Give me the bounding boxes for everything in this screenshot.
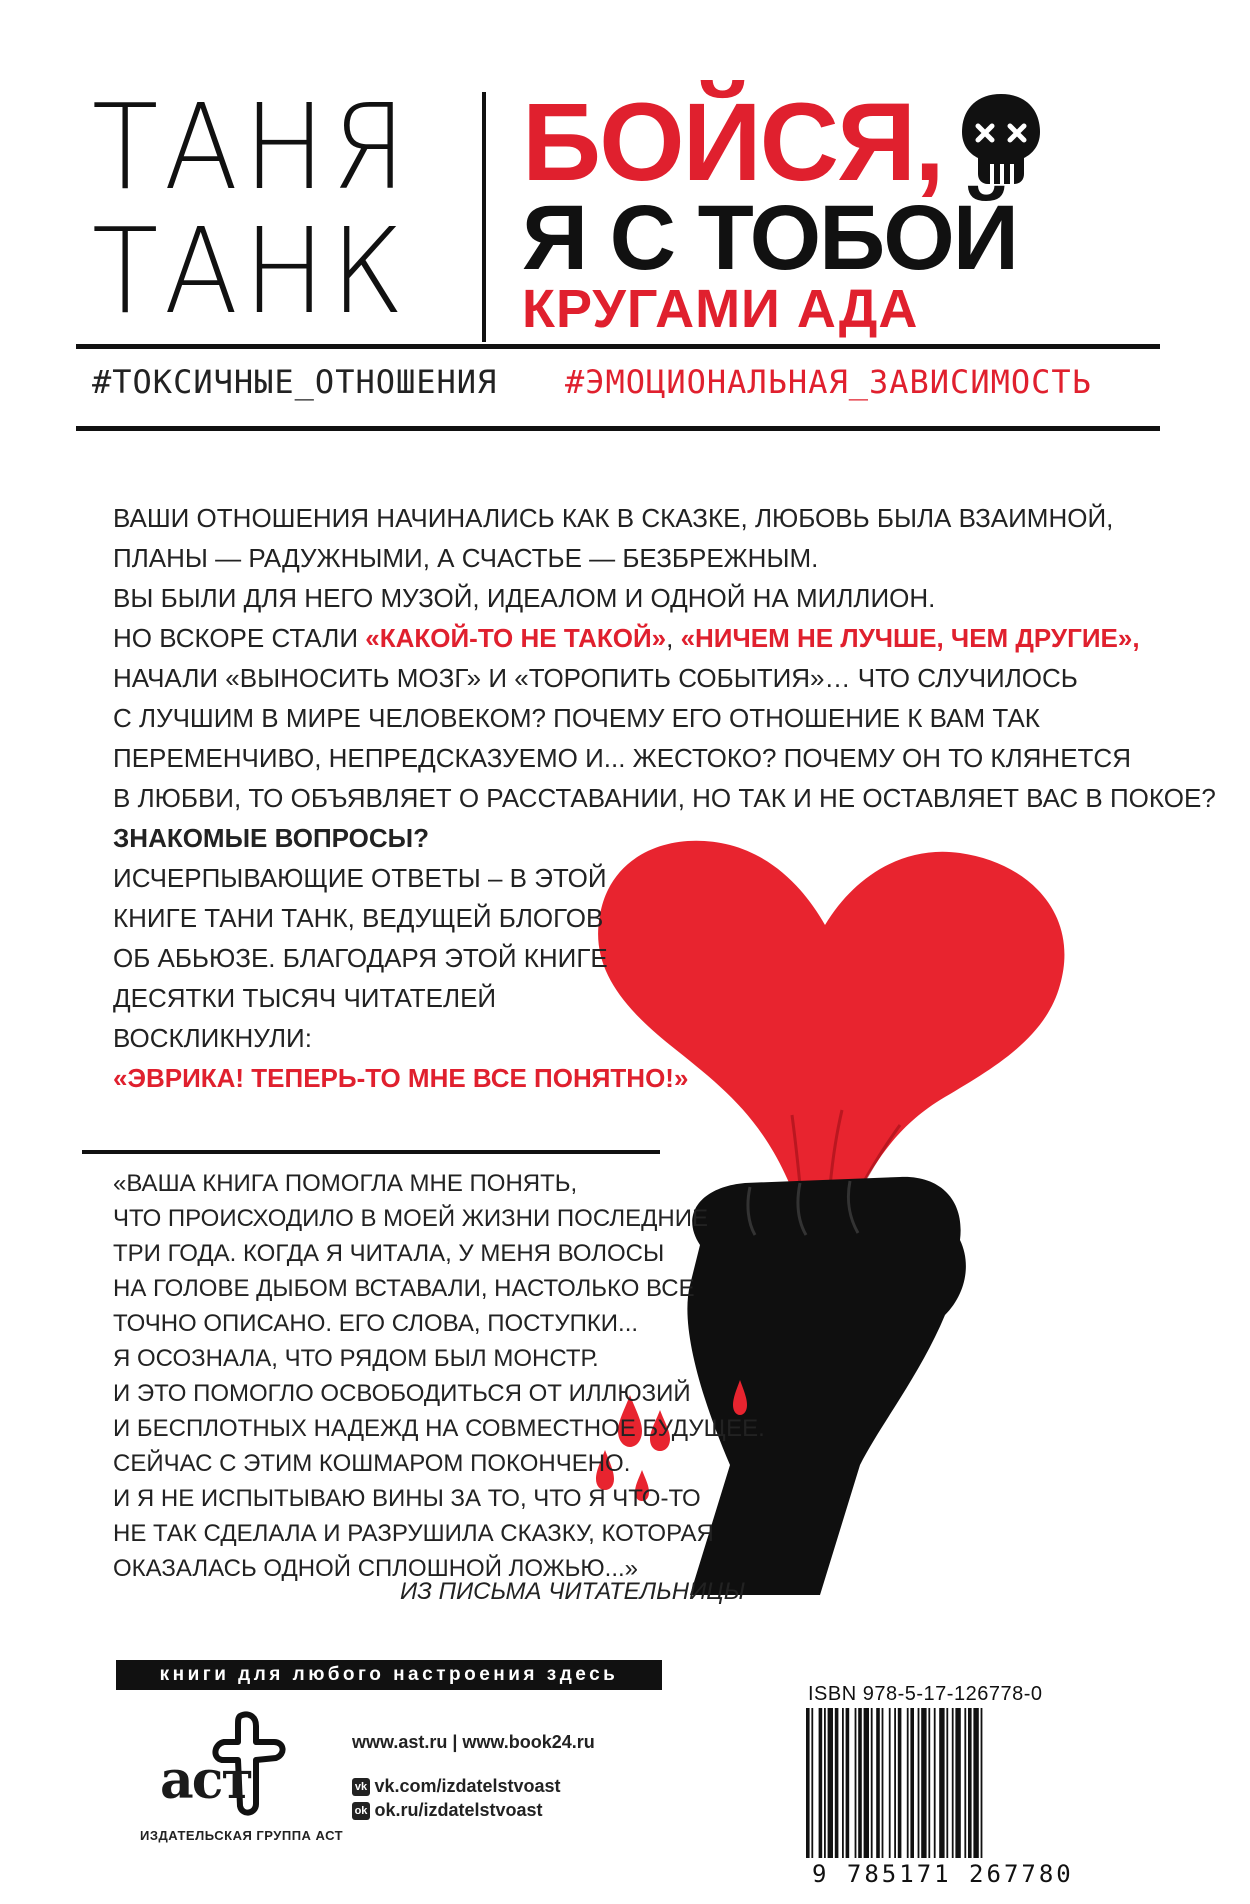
barcode-bar (939, 1708, 944, 1858)
highlight-phrase: «НИЧЕМ НЕ ЛУЧШЕ, ЧЕМ ДРУГИЕ» (680, 623, 1133, 653)
quote-line: ОКАЗАЛАСЬ ОДНОЙ СПЛОШНОЙ ЛОЖЬЮ...» (113, 1555, 639, 1582)
quote-line: НЕ ТАК СДЕЛАЛА И РАЗРУШИЛА СКАЗКУ, КОТОРАЯ (113, 1520, 714, 1547)
description-line: ВОСКЛИКНУЛИ: (113, 1023, 312, 1053)
author-first-name: ТАНЯ (92, 78, 412, 216)
description-line: КНИГЕ ТАНИ ТАНК, ВЕДУЩЕЙ БЛОГОВ (113, 903, 604, 933)
barcode-bar (882, 1708, 884, 1858)
barcode-bar (894, 1708, 896, 1858)
header-rule-top (76, 344, 1160, 349)
barcode-bar (889, 1708, 891, 1858)
quote-line: ТРИ ГОДА. КОГДА Я ЧИТАЛА, У МЕНЯ ВОЛОСЫ (113, 1240, 665, 1267)
barcode-bar (858, 1708, 862, 1858)
ok-icon: ok (352, 1802, 370, 1820)
quote-line: ЧТО ПРОИСХОДИЛО В МОЕЙ ЖИЗНИ ПОСЛЕДНИЕ (113, 1205, 708, 1232)
description-line: ДЕСЯТКИ ТЫСЯЧ ЧИТАТЕЛЕЙ (113, 983, 497, 1013)
isbn-number: ISBN 978-5-17-126778-0 (808, 1683, 1043, 1705)
title-line-2: Я С ТОБОЙ (522, 187, 1017, 289)
ast-logo (160, 1708, 290, 1828)
description-text: НО ВСКОРЕ СТАЛИ (113, 623, 366, 653)
quote-line: И Я НЕ ИСПЫТЫВАЮ ВИНЫ ЗА ТО, ЧТО Я ЧТО-ТО (113, 1485, 701, 1512)
ast-logo-text: аст (160, 1750, 252, 1811)
quote-rule (82, 1150, 660, 1154)
barcode-bar (864, 1708, 869, 1858)
quote-line: Я ОСОЗНАЛА, ЧТО РЯДОМ БЫЛ МОНСТР. (113, 1345, 599, 1372)
ok-link[interactable] (352, 1800, 543, 1821)
barcode-bar (981, 1708, 983, 1858)
barcode-bar (824, 1708, 826, 1858)
barcode-bar (819, 1708, 823, 1858)
description-question: ЗНАКОМЫЕ ВОПРОСЫ? (113, 823, 429, 853)
description-line: ПЛАНЫ — РАДУЖНЫМИ, А СЧАСТЬЕ — БЕЗБРЕЖНЫМ. (113, 543, 819, 573)
barcode-image (806, 1708, 1032, 1858)
quote-line: И БЕСПЛОТНЫХ НАДЕЖД НА СОВМЕСТНОЕ БУДУЩЕЕ. (113, 1415, 765, 1442)
header-rule-bottom (76, 426, 1160, 431)
title-line-1: БОЙСЯ, (522, 81, 943, 204)
vk-link[interactable] (352, 1776, 561, 1797)
quote-line: СЕЙЧАС С ЭТИМ КОШМАРОМ ПОКОНЧЕНО. (113, 1450, 631, 1477)
description-exclamation: «ЭВРИКА! ТЕПЕРЬ-ТО МНЕ ВСЕ ПОНЯТНО!» (113, 1063, 689, 1093)
barcode-bar (918, 1708, 920, 1858)
quote-line: ТОЧНО ОПИСАНО. ЕГО СЛОВА, ПОСТУПКИ... (113, 1310, 639, 1337)
header-divider (482, 92, 486, 342)
description-line: ВАШИ ОТНОШЕНИЯ НАЧИНАЛИСЬ КАК В СКАЗКЕ, ЛЮБОВЬ БЫЛА ВЗАИМНОЙ, (113, 503, 1114, 533)
barcode-bar (898, 1708, 902, 1858)
barcode-bar (871, 1708, 873, 1858)
barcode-bar (855, 1708, 857, 1858)
barcode-bar (968, 1708, 972, 1858)
barcode-bar (876, 1708, 880, 1858)
barcode-bar (955, 1708, 960, 1858)
barcode-bar (835, 1708, 839, 1858)
title-subtitle: КРУГАМИ АДА (522, 279, 919, 339)
publisher-websites[interactable]: www.ast.ru | www.book24.ru (352, 1732, 595, 1752)
hashtag-dependency: #ЭМОЦИОНАЛЬНАЯ_ЗАВИСИМОСТЬ (565, 363, 1092, 401)
description-line: НАЧАЛИ «ВЫНОСИТЬ МОЗГ» И «ТОРОПИТЬ СОБЫТИЯ»… ЧТО СЛУЧИЛОСЬ (113, 663, 1078, 693)
quote-line: «ВАША КНИГА ПОМОГЛА МНЕ ПОНЯТЬ, (113, 1170, 578, 1197)
highlight-phrase: «КАКОЙ-ТО НЕ ТАКОЙ» (365, 623, 667, 653)
description-line: ПЕРЕМЕНЧИВО, НЕПРЕДСКАЗУЕМО И... ЖЕСТОКО? ПОЧЕМУ ОН ТО КЛЯНЕТСЯ (113, 743, 1131, 773)
barcode-bar (964, 1708, 966, 1858)
barcode-bar (921, 1708, 926, 1858)
reader-quote (113, 1166, 765, 1586)
barcode-bar (846, 1708, 850, 1858)
skull-icon (956, 90, 1046, 190)
barcode-bar (828, 1708, 833, 1858)
description-line: В ЛЮБВИ, ТО ОБЪЯВЛЯЕТ О РАССТАВАНИИ, НО ТАК И НЕ ОСТАВЛЯЕТ ВАС В ПОКОЕ? (113, 783, 1216, 813)
quote-line: И ЭТО ПОМОГЛО ОСВОБОДИТЬСЯ ОТ ИЛЛЮЗИЙ (113, 1380, 691, 1407)
quote-line: НА ГОЛОВЕ ДЫБОМ ВСТАВАЛИ, НАСТОЛЬКО ВСЕ (113, 1275, 695, 1302)
description-line: С ЛУЧШИМ В МИРЕ ЧЕЛОВЕКОМ? ПОЧЕМУ ЕГО ОТНОШЕНИЕ К ВАМ ТАК (113, 703, 1040, 733)
barcode-bar (928, 1708, 930, 1858)
description-line: ОБ АБЬЮЗЕ. БЛАГОДАРЯ ЭТОЙ КНИГЕ (113, 943, 608, 973)
barcode-bar (973, 1708, 978, 1858)
description-line (113, 618, 1193, 658)
hashtag-toxic: #ТОКСИЧНЫЕ_ОТНОШЕНИЯ (92, 363, 498, 401)
barcode-bar (907, 1708, 909, 1858)
barcode-bar (946, 1708, 948, 1858)
description-text: , (1132, 623, 1140, 653)
ean-digits: 9 785171 267780 (812, 1860, 1074, 1888)
barcode-bar (842, 1708, 844, 1858)
quote-source: ИЗ ПИСЬМА ЧИТАТЕЛЬНИЦЫ (400, 1578, 745, 1605)
ok-link-text: ok.ru/izdatelstvoast (374, 1800, 543, 1820)
description (113, 498, 1216, 1098)
vk-icon: vk (352, 1778, 370, 1796)
barcode-bar (952, 1708, 954, 1858)
description-line: ИСЧЕРПЫВАЮЩИЕ ОТВЕТЫ – В ЭТОЙ (113, 863, 607, 893)
barcode-bar (934, 1708, 936, 1858)
vk-link-text: vk.com/izdatelstvoast (374, 1776, 561, 1796)
barcode-bar (811, 1708, 813, 1858)
description-line: ВЫ БЫЛИ ДЛЯ НЕГО МУЗОЙ, ИДЕАЛОМ И ОДНОЙ НА МИЛЛИОН. (113, 583, 936, 613)
barcode-bar (910, 1708, 914, 1858)
publisher-name: ИЗДАТЕЛЬСКАЯ ГРУППА АСТ (140, 1828, 344, 1843)
author-last-name: ТАНК (92, 202, 410, 340)
barcode-bar (806, 1708, 810, 1858)
promo-banner: книги для любого настроения здесь (116, 1660, 662, 1690)
description-text: , (666, 623, 681, 653)
